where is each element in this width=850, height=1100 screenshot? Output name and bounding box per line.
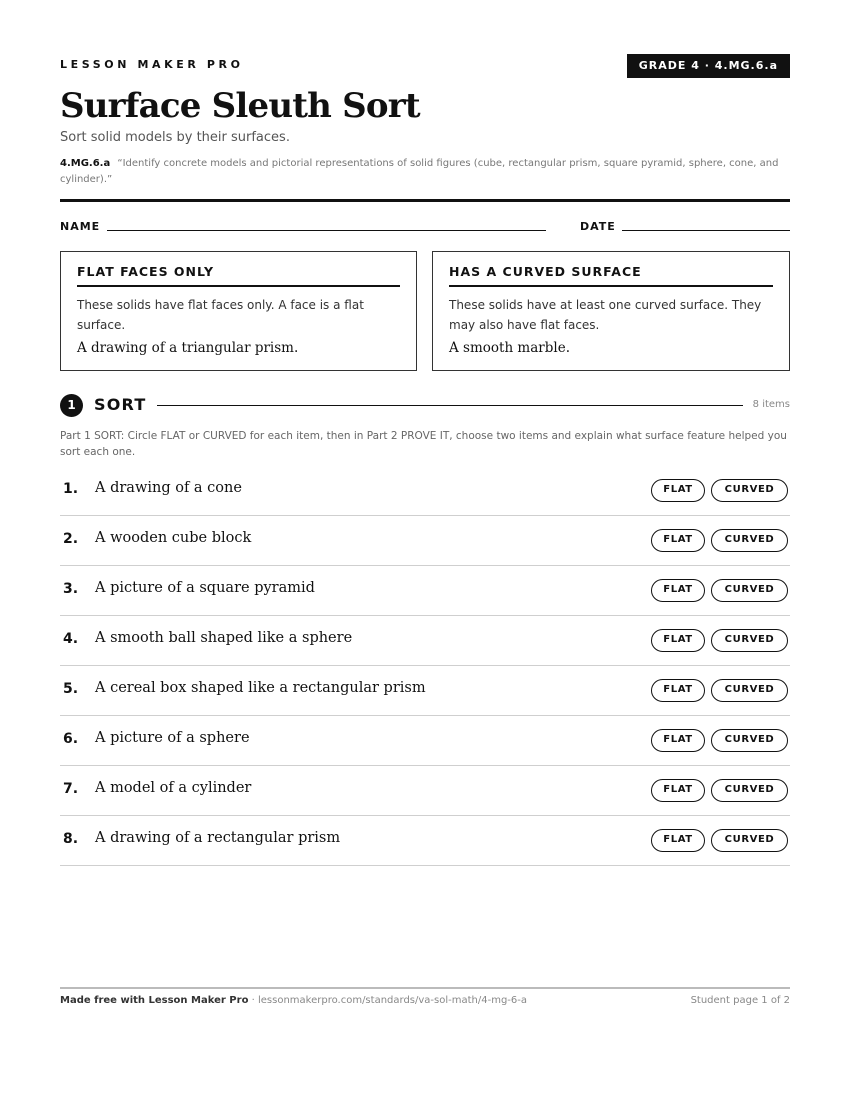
- item-text: A picture of a square pyramid: [95, 580, 315, 596]
- flat-option[interactable]: FLAT: [651, 629, 705, 652]
- definition-title: HAS A CURVED SURFACE: [449, 264, 773, 287]
- sort-item: [60, 566, 790, 616]
- footer-page-number: Student page 1 of 2: [690, 995, 790, 1006]
- brand-name: LESSON MAKER PRO: [60, 58, 244, 71]
- item-text: A picture of a sphere: [95, 730, 250, 746]
- flat-option[interactable]: FLAT: [651, 779, 705, 802]
- curved-option[interactable]: CURVED: [711, 529, 788, 552]
- item-number: 5.: [63, 681, 79, 697]
- item-text: A drawing of a rectangular prism: [95, 830, 341, 846]
- definition-example: A drawing of a triangular prism.: [77, 340, 299, 356]
- flat-option[interactable]: FLAT: [651, 479, 705, 502]
- curved-option[interactable]: CURVED: [711, 479, 788, 502]
- page-title: Surface Sleuth Sort: [60, 86, 420, 126]
- definition-flat-faces: [60, 251, 417, 371]
- definition-curved-surface: [432, 251, 790, 371]
- curved-option[interactable]: CURVED: [711, 729, 788, 752]
- curved-option[interactable]: CURVED: [711, 629, 788, 652]
- sort-item: [60, 616, 790, 666]
- definition-title: FLAT FACES ONLY: [77, 264, 400, 287]
- item-text: A smooth ball shaped like a sphere: [95, 630, 353, 646]
- item-number: 2.: [63, 531, 79, 547]
- flat-option[interactable]: FLAT: [651, 679, 705, 702]
- sort-item: [60, 516, 790, 566]
- flat-option[interactable]: FLAT: [651, 829, 705, 852]
- sort-item: [60, 466, 790, 516]
- footer-divider: [60, 987, 790, 989]
- section-item-count: 8 items: [752, 399, 790, 410]
- curved-option[interactable]: CURVED: [711, 579, 788, 602]
- name-field[interactable]: [107, 230, 546, 231]
- footer-made-with: Made free with Lesson Maker Pro: [60, 995, 249, 1006]
- section-instructions: Part 1 SORT: Circle FLAT or CURVED for each item, then in Part 2 PROVE IT, choose two items and explain what surface feature helped you sort each one.: [60, 430, 787, 458]
- page-subtitle: Sort solid models by their surfaces.: [60, 130, 290, 145]
- standard-statement: [60, 156, 790, 188]
- section-number-badge: 1: [60, 394, 83, 417]
- item-text: A wooden cube block: [95, 530, 252, 546]
- item-number: 6.: [63, 731, 79, 747]
- item-number: 4.: [63, 631, 79, 647]
- flat-option[interactable]: FLAT: [651, 579, 705, 602]
- header-divider: [60, 199, 790, 202]
- definition-example: A smooth marble.: [449, 340, 570, 356]
- item-text: A cereal box shaped like a rectangular prism: [95, 680, 426, 696]
- sort-item: [60, 716, 790, 766]
- curved-option[interactable]: CURVED: [711, 829, 788, 852]
- item-number: 8.: [63, 831, 79, 847]
- definition-description: These solids have at least one curved surface. They may also have flat faces.: [449, 298, 762, 332]
- curved-option[interactable]: CURVED: [711, 679, 788, 702]
- sort-item: [60, 666, 790, 716]
- item-text: A drawing of a cone: [95, 480, 242, 496]
- grade-badge: GRADE 4 · 4.MG.6.a: [627, 54, 790, 78]
- footer-credit: [60, 995, 527, 1006]
- standard-text: “Identify concrete models and pictorial representations of solid figures (cube, rectangular prism, square pyramid, sphere, cone, and cylinder).”: [60, 158, 779, 185]
- date-field[interactable]: [622, 230, 790, 231]
- date-label: DATE: [580, 220, 616, 233]
- section-divider: [157, 405, 743, 406]
- flat-option[interactable]: FLAT: [651, 529, 705, 552]
- name-label: NAME: [60, 220, 101, 233]
- standard-code: 4.MG.6.a: [60, 158, 111, 169]
- section-title: SORT: [94, 395, 147, 414]
- definition-description: These solids have flat faces only. A face is a flat surface.: [77, 298, 364, 332]
- sort-item: [60, 816, 790, 866]
- curved-option[interactable]: CURVED: [711, 779, 788, 802]
- footer-url[interactable]: · lessonmakerpro.com/standards/va-sol-math/4-mg-6-a: [248, 995, 528, 1006]
- item-number: 7.: [63, 781, 79, 797]
- sort-item-list: [60, 466, 790, 866]
- worksheet-page: [60, 0, 790, 1100]
- item-number: 1.: [63, 481, 79, 497]
- flat-option[interactable]: FLAT: [651, 729, 705, 752]
- item-text: A model of a cylinder: [95, 780, 252, 796]
- item-number: 3.: [63, 581, 79, 597]
- sort-item: [60, 766, 790, 816]
